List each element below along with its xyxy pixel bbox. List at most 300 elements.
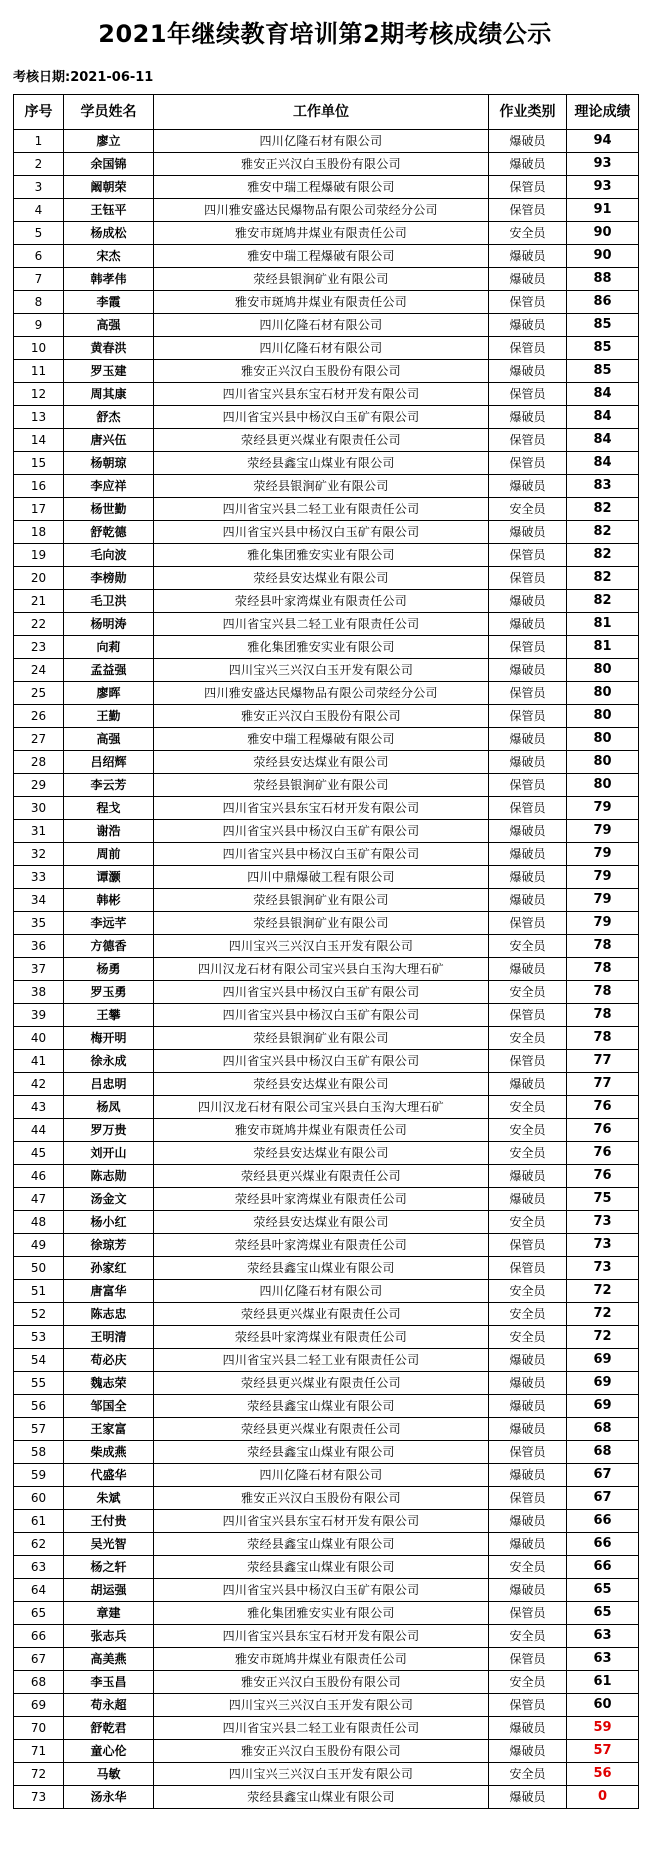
row-number: 56: [14, 1395, 64, 1418]
theory-score: 72: [567, 1326, 639, 1349]
theory-score: 79: [567, 843, 639, 866]
table-row: [14, 1280, 639, 1303]
theory-score: 81: [567, 636, 639, 659]
table-row: [14, 1625, 639, 1648]
job-category: 安全员: [489, 1211, 567, 1234]
header-unit: 工作单位: [154, 95, 489, 130]
row-number: 24: [14, 659, 64, 682]
job-category: 保管员: [489, 1004, 567, 1027]
theory-score: 80: [567, 705, 639, 728]
work-unit: 荥经县银涧矿业有限公司: [154, 475, 489, 498]
theory-score: 67: [567, 1464, 639, 1487]
job-category: 爆破员: [489, 268, 567, 291]
work-unit: 荥经县鑫宝山煤业有限公司: [154, 1257, 489, 1280]
table-row: [14, 245, 639, 268]
row-number: 43: [14, 1096, 64, 1119]
table-row: [14, 1004, 639, 1027]
theory-score: 77: [567, 1050, 639, 1073]
table-row: [14, 1579, 639, 1602]
row-number: 17: [14, 498, 64, 521]
row-number: 58: [14, 1441, 64, 1464]
work-unit: 雅化集团雅安实业有限公司: [154, 544, 489, 567]
job-category: 安全员: [489, 1027, 567, 1050]
student-name: 杨成松: [64, 222, 154, 245]
table-row: [14, 498, 639, 521]
theory-score: 73: [567, 1257, 639, 1280]
job-category: 爆破员: [489, 1395, 567, 1418]
student-name: 韩孝伟: [64, 268, 154, 291]
work-unit: 荥经县更兴煤业有限责任公司: [154, 1303, 489, 1326]
work-unit: 荥经县鑫宝山煤业有限公司: [154, 1786, 489, 1809]
theory-score: 84: [567, 429, 639, 452]
table-row: [14, 429, 639, 452]
table-row: [14, 452, 639, 475]
row-number: 23: [14, 636, 64, 659]
work-unit: 荥经县安达煤业有限公司: [154, 567, 489, 590]
work-unit: 雅化集团雅安实业有限公司: [154, 1602, 489, 1625]
row-number: 54: [14, 1349, 64, 1372]
theory-score: 0: [567, 1786, 639, 1809]
theory-score: 76: [567, 1096, 639, 1119]
theory-score: 67: [567, 1487, 639, 1510]
row-number: 50: [14, 1257, 64, 1280]
job-category: 保管员: [489, 1257, 567, 1280]
job-category: 爆破员: [489, 613, 567, 636]
job-category: 爆破员: [489, 1510, 567, 1533]
row-number: 60: [14, 1487, 64, 1510]
student-name: 吕忠明: [64, 1073, 154, 1096]
student-name: 唐兴伍: [64, 429, 154, 452]
row-number: 7: [14, 268, 64, 291]
job-category: 安全员: [489, 1625, 567, 1648]
theory-score: 65: [567, 1602, 639, 1625]
work-unit: 荥经县安达煤业有限公司: [154, 1211, 489, 1234]
table-row: [14, 521, 639, 544]
table-row: [14, 1096, 639, 1119]
job-category: 保管员: [489, 1234, 567, 1257]
row-number: 73: [14, 1786, 64, 1809]
student-name: 胡运强: [64, 1579, 154, 1602]
theory-score: 94: [567, 130, 639, 153]
job-category: 保管员: [489, 383, 567, 406]
row-number: 14: [14, 429, 64, 452]
row-number: 63: [14, 1556, 64, 1579]
row-number: 40: [14, 1027, 64, 1050]
table-row: [14, 613, 639, 636]
work-unit: 荥经县更兴煤业有限责任公司: [154, 1372, 489, 1395]
table-row: [14, 1786, 639, 1809]
work-unit: 四川省宝兴县中杨汉白玉矿有限公司: [154, 521, 489, 544]
student-name: 朱斌: [64, 1487, 154, 1510]
table-row: [14, 935, 639, 958]
row-number: 70: [14, 1717, 64, 1740]
table-row: [14, 1487, 639, 1510]
theory-score: 80: [567, 682, 639, 705]
theory-score: 76: [567, 1165, 639, 1188]
job-category: 爆破员: [489, 521, 567, 544]
work-unit: 四川亿隆石材有限公司: [154, 1280, 489, 1303]
table-row: [14, 406, 639, 429]
job-category: 爆破员: [489, 1717, 567, 1740]
student-name: 章建: [64, 1602, 154, 1625]
student-name: 孙家红: [64, 1257, 154, 1280]
row-number: 69: [14, 1694, 64, 1717]
job-category: 爆破员: [489, 751, 567, 774]
job-category: 保管员: [489, 797, 567, 820]
student-name: 高美燕: [64, 1648, 154, 1671]
student-name: 李远芊: [64, 912, 154, 935]
student-name: 高强: [64, 314, 154, 337]
row-number: 64: [14, 1579, 64, 1602]
row-number: 4: [14, 199, 64, 222]
theory-score: 75: [567, 1188, 639, 1211]
job-category: 爆破员: [489, 1165, 567, 1188]
student-name: 王付贵: [64, 1510, 154, 1533]
work-unit: 四川中鼎爆破工程有限公司: [154, 866, 489, 889]
theory-score: 86: [567, 291, 639, 314]
row-number: 30: [14, 797, 64, 820]
work-unit: 荥经县鑫宝山煤业有限公司: [154, 1533, 489, 1556]
table-row: [14, 291, 639, 314]
job-category: 爆破员: [489, 1349, 567, 1372]
student-name: 阚朝荣: [64, 176, 154, 199]
student-name: 刘开山: [64, 1142, 154, 1165]
student-name: 李玉昌: [64, 1671, 154, 1694]
work-unit: 雅安市斑鸠井煤业有限责任公司: [154, 222, 489, 245]
row-number: 3: [14, 176, 64, 199]
table-row: [14, 1234, 639, 1257]
theory-score: 68: [567, 1441, 639, 1464]
job-category: 爆破员: [489, 728, 567, 751]
theory-score: 84: [567, 452, 639, 475]
table-row: [14, 1763, 639, 1786]
table-row: [14, 1533, 639, 1556]
table-row: [14, 682, 639, 705]
student-name: 杨勇: [64, 958, 154, 981]
table-row: [14, 1671, 639, 1694]
student-name: 罗万贵: [64, 1119, 154, 1142]
table-header-row: [14, 95, 639, 130]
job-category: 安全员: [489, 1556, 567, 1579]
page-title: 2021年继续教育培训第2期考核成绩公示: [98, 20, 552, 48]
table-row: [14, 1326, 639, 1349]
table-row: [14, 1372, 639, 1395]
work-unit: 四川省宝兴县东宝石材开发有限公司: [154, 1510, 489, 1533]
table-row: [14, 1464, 639, 1487]
table-row: [14, 981, 639, 1004]
work-unit: 四川省宝兴县中杨汉白玉矿有限公司: [154, 981, 489, 1004]
row-number: 49: [14, 1234, 64, 1257]
student-name: 舒杰: [64, 406, 154, 429]
student-name: 徐琼芳: [64, 1234, 154, 1257]
work-unit: 雅安中瑞工程爆破有限公司: [154, 176, 489, 199]
table-row: [14, 314, 639, 337]
work-unit: 四川亿隆石材有限公司: [154, 1464, 489, 1487]
job-category: 爆破员: [489, 245, 567, 268]
theory-score: 85: [567, 337, 639, 360]
row-number: 31: [14, 820, 64, 843]
student-name: 陈志勋: [64, 1165, 154, 1188]
table-row: [14, 774, 639, 797]
row-number: 28: [14, 751, 64, 774]
table-row: [14, 1395, 639, 1418]
job-category: 爆破员: [489, 659, 567, 682]
theory-score: 90: [567, 245, 639, 268]
work-unit: 荥经县银涧矿业有限公司: [154, 889, 489, 912]
job-category: 安全员: [489, 1671, 567, 1694]
theory-score: 88: [567, 268, 639, 291]
work-unit: 荥经县鑫宝山煤业有限公司: [154, 1441, 489, 1464]
work-unit: 四川亿隆石材有限公司: [154, 314, 489, 337]
student-name: 唐富华: [64, 1280, 154, 1303]
table-row: [14, 337, 639, 360]
theory-score: 90: [567, 222, 639, 245]
student-name: 宋杰: [64, 245, 154, 268]
table-body: [14, 130, 639, 1809]
student-name: 徐永成: [64, 1050, 154, 1073]
theory-score: 65: [567, 1579, 639, 1602]
row-number: 21: [14, 590, 64, 613]
student-name: 毛卫洪: [64, 590, 154, 613]
table-row: [14, 1441, 639, 1464]
student-name: 童心伦: [64, 1740, 154, 1763]
job-category: 爆破员: [489, 1464, 567, 1487]
work-unit: 四川省宝兴县中杨汉白玉矿有限公司: [154, 843, 489, 866]
work-unit: 雅安正兴汉白玉股份有限公司: [154, 360, 489, 383]
job-category: 爆破员: [489, 820, 567, 843]
student-name: 代盛华: [64, 1464, 154, 1487]
table-row: [14, 705, 639, 728]
theory-score: 84: [567, 383, 639, 406]
row-number: 11: [14, 360, 64, 383]
row-number: 2: [14, 153, 64, 176]
work-unit: 四川亿隆石材有限公司: [154, 337, 489, 360]
work-unit: 雅安市斑鸠井煤业有限责任公司: [154, 291, 489, 314]
student-name: 程戈: [64, 797, 154, 820]
table-row: [14, 1602, 639, 1625]
theory-score: 79: [567, 797, 639, 820]
job-category: 安全员: [489, 935, 567, 958]
student-name: 方德香: [64, 935, 154, 958]
job-category: 爆破员: [489, 1188, 567, 1211]
table-row: [14, 1303, 639, 1326]
theory-score: 82: [567, 544, 639, 567]
student-name: 舒乾德: [64, 521, 154, 544]
row-number: 44: [14, 1119, 64, 1142]
student-name: 陈志忠: [64, 1303, 154, 1326]
job-category: 爆破员: [489, 1372, 567, 1395]
work-unit: 四川雅安盛达民爆物品有限公司荥经分公司: [154, 682, 489, 705]
table-row: [14, 1740, 639, 1763]
theory-score: 66: [567, 1510, 639, 1533]
theory-score: 81: [567, 613, 639, 636]
student-name: 孟益强: [64, 659, 154, 682]
theory-score: 80: [567, 774, 639, 797]
table-row: [14, 797, 639, 820]
work-unit: 雅安正兴汉白玉股份有限公司: [154, 1740, 489, 1763]
work-unit: 荥经县更兴煤业有限责任公司: [154, 1418, 489, 1441]
table-row: [14, 360, 639, 383]
student-name: 杨明涛: [64, 613, 154, 636]
theory-score: 72: [567, 1280, 639, 1303]
row-number: 27: [14, 728, 64, 751]
job-category: 安全员: [489, 1763, 567, 1786]
job-category: 爆破员: [489, 1786, 567, 1809]
student-name: 吕绍辉: [64, 751, 154, 774]
score-table: [13, 94, 639, 1809]
row-number: 38: [14, 981, 64, 1004]
row-number: 46: [14, 1165, 64, 1188]
student-name: 苟必庆: [64, 1349, 154, 1372]
work-unit: 荥经县银涧矿业有限公司: [154, 1027, 489, 1050]
row-number: 66: [14, 1625, 64, 1648]
theory-score: 61: [567, 1671, 639, 1694]
job-category: 爆破员: [489, 360, 567, 383]
theory-score: 63: [567, 1625, 639, 1648]
theory-score: 78: [567, 935, 639, 958]
job-category: 爆破员: [489, 153, 567, 176]
student-name: 舒乾君: [64, 1717, 154, 1740]
student-name: 周前: [64, 843, 154, 866]
row-number: 61: [14, 1510, 64, 1533]
student-name: 王明清: [64, 1326, 154, 1349]
table-row: [14, 1188, 639, 1211]
row-number: 22: [14, 613, 64, 636]
job-category: 安全员: [489, 1142, 567, 1165]
job-category: 保管员: [489, 337, 567, 360]
table-row: [14, 636, 639, 659]
job-category: 爆破员: [489, 314, 567, 337]
row-number: 59: [14, 1464, 64, 1487]
table-row: [14, 130, 639, 153]
row-number: 55: [14, 1372, 64, 1395]
work-unit: 四川省宝兴县东宝石材开发有限公司: [154, 1625, 489, 1648]
table-row: [14, 889, 639, 912]
table-row: [14, 544, 639, 567]
work-unit: 四川省宝兴县中杨汉白玉矿有限公司: [154, 1004, 489, 1027]
theory-score: 78: [567, 958, 639, 981]
work-unit: 四川省宝兴县东宝石材开发有限公司: [154, 797, 489, 820]
row-number: 35: [14, 912, 64, 935]
job-category: 爆破员: [489, 1073, 567, 1096]
student-name: 杨世勤: [64, 498, 154, 521]
job-category: 保管员: [489, 1648, 567, 1671]
job-category: 安全员: [489, 1096, 567, 1119]
table-row: [14, 475, 639, 498]
theory-score: 76: [567, 1119, 639, 1142]
theory-score: 85: [567, 360, 639, 383]
student-name: 杨之轩: [64, 1556, 154, 1579]
student-name: 周其康: [64, 383, 154, 406]
student-name: 王攀: [64, 1004, 154, 1027]
student-name: 黄春洪: [64, 337, 154, 360]
work-unit: 荥经县鑫宝山煤业有限公司: [154, 1395, 489, 1418]
table-row: [14, 728, 639, 751]
student-name: 吴光智: [64, 1533, 154, 1556]
theory-score: 93: [567, 176, 639, 199]
work-unit: 荥经县安达煤业有限公司: [154, 751, 489, 774]
theory-score: 83: [567, 475, 639, 498]
row-number: 36: [14, 935, 64, 958]
theory-score: 78: [567, 1027, 639, 1050]
job-category: 保管员: [489, 291, 567, 314]
student-name: 王勤: [64, 705, 154, 728]
theory-score: 73: [567, 1234, 639, 1257]
header-name: 学员姓名: [64, 95, 154, 130]
row-number: 45: [14, 1142, 64, 1165]
theory-score: 66: [567, 1533, 639, 1556]
row-number: 10: [14, 337, 64, 360]
table-row: [14, 268, 639, 291]
work-unit: 雅安正兴汉白玉股份有限公司: [154, 153, 489, 176]
work-unit: 四川省宝兴县二轻工业有限责任公司: [154, 613, 489, 636]
theory-score: 66: [567, 1556, 639, 1579]
job-category: 保管员: [489, 452, 567, 475]
job-category: 保管员: [489, 429, 567, 452]
work-unit: 雅安市斑鸠井煤业有限责任公司: [154, 1119, 489, 1142]
work-unit: 荥经县叶家湾煤业有限责任公司: [154, 1188, 489, 1211]
row-number: 47: [14, 1188, 64, 1211]
student-name: 柴成燕: [64, 1441, 154, 1464]
job-category: 保管员: [489, 705, 567, 728]
job-category: 安全员: [489, 1326, 567, 1349]
student-name: 马敏: [64, 1763, 154, 1786]
theory-score: 69: [567, 1395, 639, 1418]
student-name: 廖立: [64, 130, 154, 153]
work-unit: 荥经县叶家湾煤业有限责任公司: [154, 1234, 489, 1257]
work-unit: 荥经县银涧矿业有限公司: [154, 912, 489, 935]
work-unit: 四川宝兴三兴汉白玉开发有限公司: [154, 659, 489, 682]
work-unit: 四川省宝兴县东宝石材开发有限公司: [154, 383, 489, 406]
theory-score: 80: [567, 728, 639, 751]
work-unit: 雅安中瑞工程爆破有限公司: [154, 728, 489, 751]
row-number: 48: [14, 1211, 64, 1234]
work-unit: 荥经县叶家湾煤业有限责任公司: [154, 1326, 489, 1349]
theory-score: 73: [567, 1211, 639, 1234]
student-name: 邹国全: [64, 1395, 154, 1418]
row-number: 9: [14, 314, 64, 337]
row-number: 20: [14, 567, 64, 590]
theory-score: 91: [567, 199, 639, 222]
work-unit: 荥经县安达煤业有限公司: [154, 1142, 489, 1165]
work-unit: 四川省宝兴县中杨汉白玉矿有限公司: [154, 1050, 489, 1073]
job-category: 保管员: [489, 176, 567, 199]
student-name: 毛向波: [64, 544, 154, 567]
row-number: 12: [14, 383, 64, 406]
table-row: [14, 383, 639, 406]
theory-score: 85: [567, 314, 639, 337]
table-row: [14, 1717, 639, 1740]
work-unit: 雅化集团雅安实业有限公司: [154, 636, 489, 659]
theory-score: 59: [567, 1717, 639, 1740]
row-number: 32: [14, 843, 64, 866]
student-name: 苟永超: [64, 1694, 154, 1717]
table-row: [14, 1694, 639, 1717]
row-number: 62: [14, 1533, 64, 1556]
job-category: 安全员: [489, 222, 567, 245]
table-row: [14, 199, 639, 222]
job-category: 爆破员: [489, 889, 567, 912]
theory-score: 78: [567, 1004, 639, 1027]
student-name: 汤金文: [64, 1188, 154, 1211]
theory-score: 69: [567, 1349, 639, 1372]
row-number: 67: [14, 1648, 64, 1671]
work-unit: 四川汉龙石材有限公司宝兴县白玉沟大理石矿: [154, 958, 489, 981]
student-name: 杨小红: [64, 1211, 154, 1234]
row-number: 41: [14, 1050, 64, 1073]
student-name: 罗玉勇: [64, 981, 154, 1004]
table-row: [14, 958, 639, 981]
